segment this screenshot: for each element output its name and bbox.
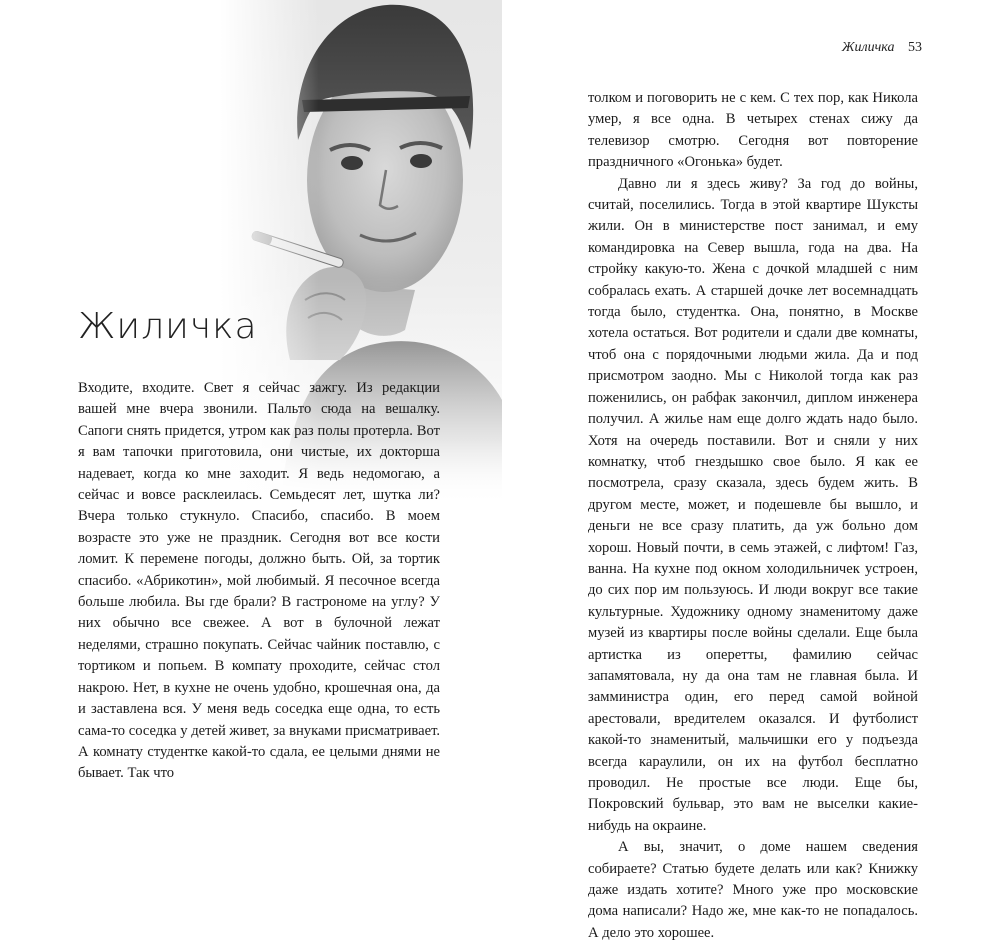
paragraph: Давно ли я здесь живу? За год до войны, считай, поселились. Тогда в этой квартире Шуксты жили. Он в министерстве пост занимал, и ему командировка на Север вышла, года на два. На стройку какую-то. Жена с дочкой младшей с ним собралась ехать. А старшей дочке лет восемнадцать тогда было, студентка. Она, понятно, в Москве хотела остаться. Вот родители и сдали две комнаты, чтоб она с порядочными людьми жила. Да и под присмотром заодно. Мы с Николой тогда как раз поженились, он рабфак закончил, диплом инженера получил. А жилье нам еще долго ждать надо было. Хотя на очередь поставили. Вот и сняли у них комнатку, чтоб гнездышко свое было. Я как ее посмотрела, сразу сказала, здесь будем жить. В другом месте, может, и подешевле бы вышло, и деньги не все сразу платить, да уж больно дом хорош. Новый почти, в семь этажей, с лифтом! Газ, ванна. На кухне под окном холодильничек устроен, до сих пор им пользуюсь. И люди вокруг все такие культурные. Художнику одному знаменитому даже музей из квартиры после войны сделали. Еще была артистка из оперетты, фамилию сейчас запамятовала, ну да она там не главная была. И замминистра один, его перед самой войной арестовали, вредителем оказался. И футболист какой-то знаменитый, мальчишки его у подъезда всегда караулили, он их на футбол бесплатно проводил. Не простые все люди. Еще бы, Покровский бульвар, это вам не выселки какие-нибудь на окраине.: [588, 175, 918, 834]
left-page-text: [78, 378, 440, 785]
page-number: 53: [908, 40, 922, 55]
right-page: [500, 0, 1000, 941]
right-page-text: [588, 88, 918, 944]
left-page: [0, 0, 500, 800]
paragraph: толком и поговорить не с кем. С тех пор, как Никола умер, я все одна. В четырех стенах сижу да телевизор смотрю. Сегодня вот повторение праздничного «Огонька» будет.: [588, 90, 918, 171]
running-head: [842, 40, 922, 56]
paragraph: Входите, входите. Свет я сейчас зажгу. Из редакции вашей мне вчера звонили. Пальто сюда на вешалку. Сапоги снять придется, утром как раз полы протерла. Вот я вам тапочки приготовила, они чистые, их докторша надевает, когда ко мне заходит. Я ведь недомогаю, а сейчас и вовсе расклеилась. Семьдесят лет, шутка ли? Вчера только стукнуло. Спасибо, спасибо. В моем возрасте это уже не праздник. Сегодня вот все кости ломит. К перемене погоды, должно быть. Ой, за тортик спасибо. «Абрикотин», мой любимый. Я песочное всегда больше любила. Вы где брали? В гастрономе на углу? У них обычно все свежее. А вот в булочной лежат неделями, страшно покупать. Сейчас чайник поставлю, с тортиком и попьем. В компату проходите, сейчас стол накрою. Нет, в кухне не очень удобно, крошечная она, да и заставлена вся. У меня ведь соседка еще одна, то есть сама-то соседка у детей живет, за внуками присматривает. А комнату студентке какой-то сдала, ее целыми днями не бывает. Так что: [78, 380, 440, 782]
running-head-title: Жиличка: [841, 40, 895, 55]
paragraph: А вы, значит, о доме нашем сведения собираете? Статью будете делать или как? Книжку даже издать хотите? Много уже про московские дома написали? Надо же, мне как-то не попадалось. А дело это хорошее.: [588, 839, 918, 941]
chapter-title: Жиличка: [78, 306, 258, 347]
